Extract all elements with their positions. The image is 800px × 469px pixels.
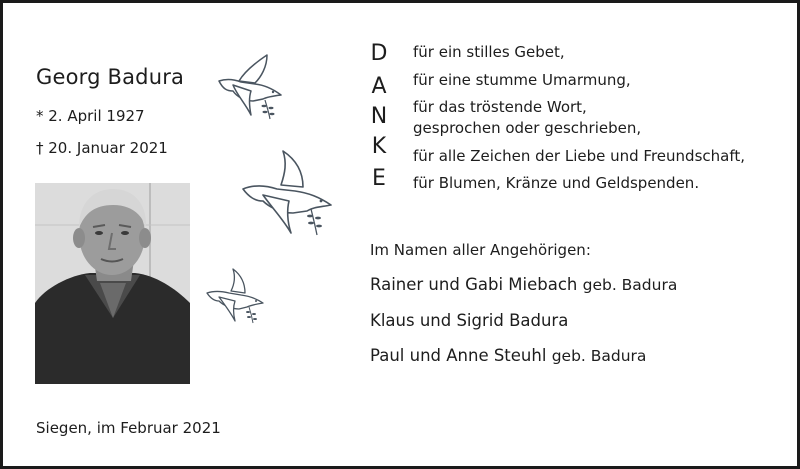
thanks-line: für eine stumme Umarmung, — [413, 71, 631, 89]
family-maiden-name: geb. Badura — [582, 276, 678, 294]
portrait-photo — [35, 183, 190, 384]
family-names: Rainer und Gabi Miebach — [370, 275, 578, 294]
birth-date: * 2. April 1927 — [36, 107, 145, 125]
danke-letter-n: N — [370, 104, 388, 129]
family-entry — [370, 275, 677, 294]
death-date: † 20. Januar 2021 — [36, 139, 168, 157]
danke-letter-e: E — [372, 166, 386, 191]
dove-icon — [215, 51, 287, 123]
thanks-line: für das tröstende Wort, — [413, 98, 587, 116]
danke-letter-k: K — [371, 134, 387, 159]
thanks-line: für alle Zeichen der Liebe und Freundschaft, — [413, 147, 745, 165]
thanks-line: gesprochen oder geschrieben, — [413, 119, 642, 137]
dove-icon — [241, 149, 336, 239]
dove-icon — [205, 267, 267, 325]
danke-letter-d: D — [370, 41, 388, 66]
family-names: Paul und Anne Steuhl — [370, 346, 547, 365]
family-entry — [370, 346, 646, 365]
family-maiden-name: geb. Badura — [551, 347, 647, 365]
closing-line: Im Namen aller Angehörigen: — [370, 241, 591, 259]
danke-letter-a: A — [371, 74, 387, 99]
place-and-date: Siegen, im Februar 2021 — [36, 419, 221, 437]
thanks-line: für Blumen, Kränze und Geldspenden. — [413, 174, 700, 192]
family-names: Klaus und Sigrid Badura — [370, 311, 569, 330]
thanks-line: für ein stilles Gebet, — [413, 43, 565, 61]
family-entry — [370, 311, 568, 330]
deceased-name: Georg Badura — [36, 65, 185, 89]
